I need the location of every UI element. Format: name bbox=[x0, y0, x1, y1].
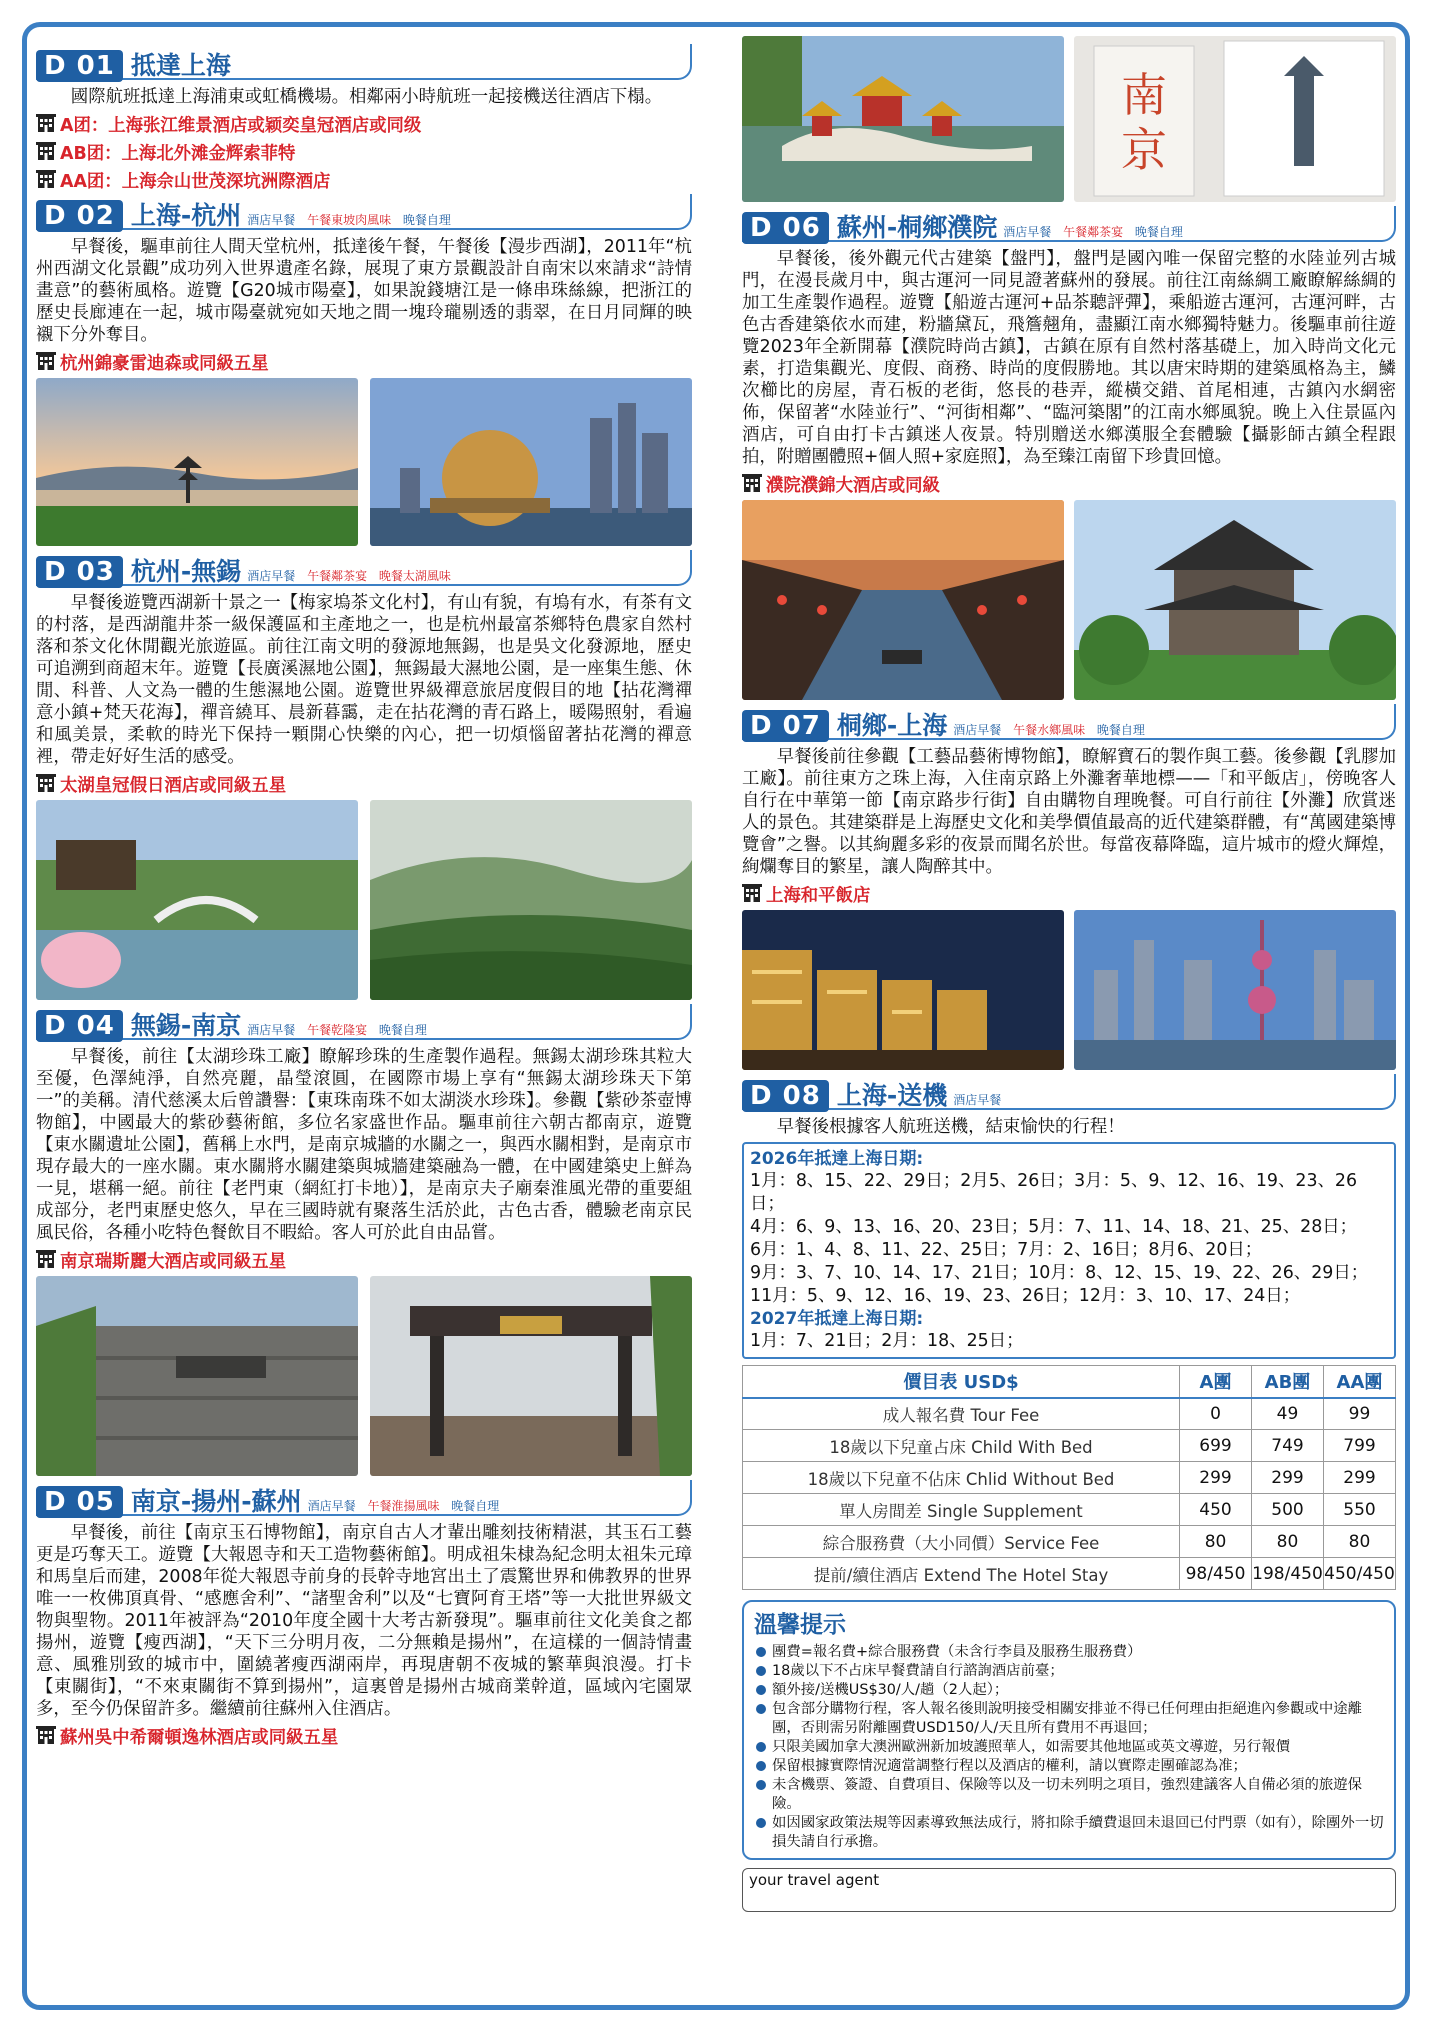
tip-text: 包含部分購物行程，客人報名後則說明接受相關安排並不得已任何理由拒絕進內參觀或中途離團，否則需另附離團費USD150/人/天且所有費用不再退回； bbox=[772, 1701, 1363, 1736]
price-ab: 500 bbox=[1251, 1494, 1323, 1526]
tip-item bbox=[754, 1776, 1384, 1814]
meal-breakfast: 酒店早餐 bbox=[1003, 225, 1052, 239]
tip-text: 團費=報名費+綜合服務費（未含行李員及服務生服務費） bbox=[772, 1644, 1142, 1660]
price-ab: 299 bbox=[1251, 1462, 1323, 1494]
hotel-icon bbox=[36, 141, 56, 161]
day-1 bbox=[36, 44, 692, 192]
photo-row bbox=[36, 378, 692, 546]
meal-dinner: 晚餐自理 bbox=[402, 213, 451, 227]
price-row bbox=[743, 1558, 1396, 1590]
day-meals bbox=[1003, 223, 1183, 240]
hotel-icon bbox=[36, 1249, 56, 1269]
day-title: 杭州-無錫 bbox=[130, 557, 242, 586]
bullet-icon bbox=[756, 1818, 766, 1828]
day-header bbox=[36, 1480, 692, 1516]
bund-night-photo bbox=[742, 910, 1064, 1070]
hotel-icon bbox=[36, 773, 56, 793]
meal-dinner: 晚餐自理 bbox=[1134, 225, 1183, 239]
price-a: 299 bbox=[1180, 1462, 1252, 1494]
hotel-icon bbox=[36, 113, 56, 133]
hotel-name: 上海和平飯店 bbox=[766, 885, 871, 906]
price-ab: 198/450 bbox=[1251, 1558, 1323, 1590]
price-label: 單人房間差 Single Supplement bbox=[743, 1494, 1180, 1526]
day-description: 早餐後，前往【太湖珍珠工廠】瞭解珍珠的生產製作過程。無錫太湖珍珠其粒大至優，色澤純淨，自然亮麗，晶瑩滾圓，在國際市場上享有“無錫太湖珍珠天下第一”的美稱。清代慈溪太后曾讚譽：【東珠南珠不如太湖淡水珍珠】。參觀【紫砂茶壺博物館】，中國最大的紫砂藝術館，多位名家盛世作品。驅車前往六朝古都南京，遊覽【東水關遺址公園】，舊稱上水門，是南京城牆的水關之一，與西水關相對，是南京市現存最大的一座水關。東水關將水關建築與城牆建築融為一體，在中國建築史上鮮為一見，堪稱一絕。前往【老門東（網紅打卡地）】，是南京夫子廟秦淮風光帶的重要組成部分，老門東歷史悠久，早在三國時就有聚落生活於此，古色古香，體驗老南京民風民俗，各種小吃特色餐飲目不暇給。客人可於此自由品嘗。 bbox=[36, 1047, 692, 1243]
day-description: 早餐後，前往【南京玉石博物館】，南京自古人才輩出雕刻技術精湛，其玉石工藝更是巧奪天工。遊覽【大報恩寺和天工造物藝術館】。明成祖朱棣為紀念明太祖朱元璋和馬皇后而建，2008年從大報恩寺前身的長幹寺地宮出土了震驚世界和佛教界的世界唯一一枚佛頂真骨、“感應舍利”、“諸聖舍利”以及“七寶阿育王塔”等一大批世界級文物與聖物。2011年被評為“2010年度全國十大考古新發現”。驅車前往文化美食之都揚州，遊覽【瘦西湖】，“天下三分明月夜，二分無賴是揚州”，在這樣的一個詩情畫意、風雅別致的城市中，圍繞著瘦西湖兩岸，再現唐朝不夜城的繁華與浪漫。打卡【東關街】，“不來東關街不算到揚州”，這裏曾是揚州古城商業幹道，區域內宅園眾多，至今仍保留許多。繼續前往蘇州入住酒店。 bbox=[36, 1523, 692, 1719]
departure-dates bbox=[742, 1142, 1396, 1359]
day-meals bbox=[247, 211, 451, 228]
meal-lunch: 午餐水鄉風味 bbox=[1013, 723, 1086, 737]
dates-line: 4月：6、9、13、16、20、23日；5月：7、11、14、18、21、25、28日； bbox=[750, 1217, 1358, 1237]
day-meals bbox=[247, 567, 451, 584]
tip-text: 18歲以下不占床早餐費請自行諮詢酒店前臺； bbox=[772, 1663, 1064, 1679]
hotel-name: 南京瑞斯麗大酒店或同級五星 bbox=[60, 1251, 287, 1272]
tip-item bbox=[754, 1738, 1384, 1757]
price-ab: 49 bbox=[1251, 1398, 1323, 1430]
price-aa: 450/450 bbox=[1323, 1558, 1395, 1590]
day-description: 國際航班抵達上海浦東或虹橋機場。相鄰兩小時航班一起接機送往酒店下榻。 bbox=[70, 87, 663, 107]
price-header-ab: AB團 bbox=[1251, 1366, 1323, 1398]
hotel-icon bbox=[36, 1725, 56, 1745]
dates-title-2026: 2026年抵達上海日期: bbox=[750, 1149, 924, 1169]
hotel-line bbox=[36, 348, 692, 374]
city-wall-photo bbox=[36, 1276, 358, 1476]
price-ab: 749 bbox=[1251, 1430, 1323, 1462]
tip-text: 如因國家政策法規等因素導致無法成行，將扣除手續費退回未退回已付門票（如有），除團外一切損失請自行承擔。 bbox=[772, 1815, 1384, 1850]
photo-row bbox=[742, 36, 1396, 202]
price-ab: 80 bbox=[1251, 1526, 1323, 1558]
price-a: 450 bbox=[1180, 1494, 1252, 1526]
day-2 bbox=[36, 194, 692, 546]
price-a: 98/450 bbox=[1180, 1558, 1252, 1590]
day-description: 早餐後前往參觀【工藝品藝術博物館】，瞭解寶石的製作與工藝。後參觀【乳膠加工廠】。前往東方之珠上海，入住南京路上外灘奢華地標——「和平飯店」，傍晚客人自行在中華第一節【南京路步行街】自由購物自理晚餐。可自行前往【外灘】欣賞迷人的景色。其建築群是上海歷史文化和美學價值最高的近代建築群體，有“萬國建築博覽會”之譽。以其絢麗多彩的夜景而聞名於世。每當夜幕降臨，這片城市的燈火輝煌，絢爛奪目的繁星，讓人陶醉其中。 bbox=[742, 747, 1396, 877]
day-description: 早餐後根據客人航班送機，結束愉快的行程！ bbox=[776, 1117, 1125, 1137]
day-badge: D 07 bbox=[742, 710, 829, 742]
day-header bbox=[36, 194, 692, 230]
price-label: 成人報名費 Tour Fee bbox=[743, 1398, 1180, 1430]
dates-line: 11月：5、9、12、16、19、23、26日；12月：3、10、17、24日； bbox=[750, 1286, 1301, 1306]
tip-text: 只限美國加拿大澳洲歐洲新加坡護照華人，如需要其他地區或英文導遊，另行報價 bbox=[772, 1739, 1291, 1755]
meal-lunch: 午餐淮揚風味 bbox=[367, 1499, 440, 1513]
hotel-name: 蘇州吳中希爾頓逸林酒店或同級五星 bbox=[60, 1727, 339, 1748]
price-row bbox=[743, 1526, 1396, 1558]
meal-breakfast: 酒店早餐 bbox=[307, 1499, 356, 1513]
five-pavilion-bridge-photo bbox=[742, 36, 1064, 202]
price-header-label: 價目表 USD$ bbox=[743, 1366, 1180, 1398]
dates-line: 1月：7、21日；2月：18、25日； bbox=[750, 1331, 1024, 1351]
price-aa: 80 bbox=[1323, 1526, 1395, 1558]
price-row bbox=[743, 1398, 1396, 1430]
bullet-icon bbox=[756, 1742, 766, 1752]
hotel-line bbox=[36, 1722, 692, 1748]
day-title: 無錫-南京 bbox=[130, 1011, 242, 1040]
left-column bbox=[36, 44, 692, 1750]
day-badge: D 05 bbox=[36, 1486, 123, 1518]
hotel-icon bbox=[742, 473, 762, 493]
day-badge: D 02 bbox=[36, 200, 123, 232]
day-meals bbox=[247, 1021, 427, 1038]
bullet-icon bbox=[756, 1761, 766, 1771]
day-3 bbox=[36, 550, 692, 1000]
day-badge: D 08 bbox=[742, 1080, 829, 1112]
day-badge: D 01 bbox=[36, 50, 123, 82]
day-description: 早餐後，後外觀元代古建築【盤門】，盤門是國內唯一保留完整的水陸並列古城門，在漫長歲月中，與古運河一同見證著蘇州的發展。前往江南絲綢工廠瞭解絲綢的加工生產製作過程。遊覽【船遊古運河+品茶聽評彈】，乘船遊古運河，古運河畔，古色古香建築依水而建，粉牆黛瓦，飛簷翹角，盡顯江南水鄉獨特魅力。後驅車前往遊覽2023年全新開幕【濮院時尚古鎮】，古鎮在原有自然村落基礎上，加入時尚文化元素，打造集觀光、度假、商務、時尚的度假勝地。其以唐宋時期的建築風格為主，鱗次櫛比的房屋，青石板的老街，悠長的巷弄，縱橫交錯、首尾相連，古鎮內水網密佈，保留著“水陸並行”、“河街相鄰”、“臨河築閣”的江南水鄉風貌。晚上入住景區內酒店，可自由打卡古鎮迷人夜景。特別贈送水鄉漢服全套體驗【攝影師古鎮全程跟拍，附贈團體照+個人照+家庭照】，為至臻江南留下珍貴回憶。 bbox=[742, 249, 1396, 467]
day-header bbox=[36, 44, 692, 80]
pudong-skyline-photo bbox=[1074, 910, 1396, 1070]
bullet-icon bbox=[756, 1685, 766, 1695]
price-row bbox=[743, 1430, 1396, 1462]
day-title: 抵達上海 bbox=[130, 51, 231, 80]
meal-breakfast: 酒店早餐 bbox=[953, 1093, 1002, 1107]
day-header bbox=[36, 550, 692, 586]
west-lake-pavilion-photo bbox=[36, 378, 358, 546]
day-meals bbox=[308, 1497, 500, 1514]
price-header-aa: AA團 bbox=[1323, 1366, 1395, 1398]
dates-line: 9月：3、7、10、14、17、21日；10月：8、12、15、19、22、26、29日； bbox=[750, 1263, 1369, 1283]
day-title: 南京-揚州-蘇州 bbox=[130, 1487, 302, 1516]
price-aa: 799 bbox=[1323, 1430, 1395, 1462]
day-header bbox=[742, 206, 1396, 242]
meal-breakfast: 酒店早餐 bbox=[247, 1023, 296, 1037]
day-meals bbox=[953, 721, 1145, 738]
meal-dinner: 晚餐自理 bbox=[451, 1499, 500, 1513]
price-header-a: A團 bbox=[1180, 1366, 1252, 1398]
tip-item bbox=[754, 1681, 1384, 1700]
day-description: 早餐後遊覽西湖新十景之一【梅家塢茶文化村】，有山有貌，有塢有水，有茶有文的村落，是西湖龍井茶一級保護區和主產地之一，也是杭州最富茶鄉特色農家自然村落和茶文化休閒觀光旅遊區。前往江南文明的發源地無錫，也是吳文化發源地，歷史可追溯到商超末年。遊覽【長廣溪濕地公園】，無錫最大濕地公園，是一座集生態、休閒、科普、人文為一體的生態濕地公園。遊覽世界級禪意旅居度假目的地【拈花灣禪意小鎮+梵天花海】，禪音繞耳、晨新暮靄，走在拈花灣的青石路上，暖陽照射，看遍和風美景，柔軟的時光下保持一顆開心快樂的內心，把一切煩惱留著拈花灣的禪意裡，帶走好好生活的感受。 bbox=[36, 593, 692, 767]
day-title: 上海-杭州 bbox=[130, 201, 242, 230]
hotel-line bbox=[36, 770, 692, 796]
tip-item bbox=[754, 1643, 1384, 1662]
hotel-icon bbox=[36, 351, 56, 371]
hotel-name: 濮院濮錦大酒店或同級 bbox=[766, 475, 940, 496]
tea-garden-photo bbox=[370, 800, 692, 1000]
day-header bbox=[36, 1004, 692, 1040]
water-town-canal-photo bbox=[742, 500, 1064, 700]
day-badge: D 06 bbox=[742, 212, 829, 244]
hotel-line bbox=[36, 138, 692, 164]
hotel-icon bbox=[742, 883, 762, 903]
hotel-line bbox=[742, 470, 1396, 496]
price-a: 699 bbox=[1180, 1430, 1252, 1462]
tip-item bbox=[754, 1700, 1384, 1738]
day-header bbox=[742, 1074, 1396, 1110]
dates-line: 6月：1、4、8、11、22、25日；7月：2、16日；8月6、20日； bbox=[750, 1240, 1263, 1260]
meal-breakfast: 酒店早餐 bbox=[247, 213, 296, 227]
photo-row bbox=[742, 910, 1396, 1070]
nanjing-sign-photo bbox=[1074, 36, 1396, 202]
tips-title: 溫馨提示 bbox=[754, 1612, 846, 1638]
price-table bbox=[742, 1365, 1396, 1590]
hotel-name: AA团：上海佘山世茂深坑洲際酒店 bbox=[60, 171, 331, 192]
price-a: 0 bbox=[1180, 1398, 1252, 1430]
meal-lunch: 午餐東坡肉風味 bbox=[307, 213, 392, 227]
svg-text:南: 南 bbox=[1121, 68, 1167, 122]
city-balcony-photo bbox=[370, 378, 692, 546]
bullet-icon bbox=[756, 1666, 766, 1676]
price-label: 18歲以下兒童不佔床 Chlid Without Bed bbox=[743, 1462, 1180, 1494]
hotel-icon bbox=[36, 169, 56, 189]
meal-lunch: 午餐鄰茶宴 bbox=[1063, 225, 1124, 239]
price-row bbox=[743, 1494, 1396, 1526]
bullet-icon bbox=[756, 1647, 766, 1657]
meal-dinner: 晚餐太湖風味 bbox=[378, 569, 451, 583]
price-a: 80 bbox=[1180, 1526, 1252, 1558]
meal-lunch: 午餐乾隆宴 bbox=[307, 1023, 368, 1037]
tip-item bbox=[754, 1814, 1384, 1852]
price-label: 提前/續住酒店 Extend The Hotel Stay bbox=[743, 1558, 1180, 1590]
price-header-row bbox=[743, 1366, 1396, 1398]
bullet-icon bbox=[756, 1780, 766, 1790]
hotel-name: 杭州錦豪雷迪森或同級五星 bbox=[60, 353, 269, 374]
tips-box bbox=[742, 1600, 1396, 1860]
hotel-line bbox=[36, 1246, 692, 1272]
day-badge: D 03 bbox=[36, 556, 123, 588]
price-label: 18歲以下兒童占床 Child With Bed bbox=[743, 1430, 1180, 1462]
lingshan-lotus-photo bbox=[36, 800, 358, 1000]
day-4 bbox=[36, 1004, 692, 1476]
hotel-name: A团：上海张江维景酒店或颖奕皇冠酒店或同级 bbox=[60, 115, 422, 136]
day-meals bbox=[953, 1091, 1001, 1108]
hotel-name: AB团：上海北外滩金辉索菲特 bbox=[60, 143, 296, 164]
hotel-name: 太湖皇冠假日酒店或同級五星 bbox=[60, 775, 287, 796]
price-aa: 99 bbox=[1323, 1398, 1395, 1430]
price-label: 綜合服務費（大小同價）Service Fee bbox=[743, 1526, 1180, 1558]
hotel-line bbox=[742, 880, 1396, 906]
meal-breakfast: 酒店早餐 bbox=[247, 569, 296, 583]
day-5 bbox=[36, 1480, 692, 1748]
hotel-line bbox=[36, 110, 692, 136]
photo-row bbox=[36, 800, 692, 1000]
right-column bbox=[742, 36, 1396, 1912]
dates-line: 1月：8、15、22、29日；2月5、26日；3月：5、9、12、16、19、23、26日； bbox=[750, 1171, 1358, 1214]
day-8 bbox=[742, 1074, 1396, 1138]
travel-agent-label: your travel agent bbox=[749, 1871, 880, 1889]
meal-dinner: 晚餐自理 bbox=[1096, 723, 1145, 737]
price-aa: 299 bbox=[1323, 1462, 1395, 1494]
day-description: 早餐後，驅車前往人間天堂杭州，抵達後午餐，午餐後【漫步西湖】，2011年“杭州西湖文化景觀”成功列入世界遺產名錄，展現了東方景觀設計自南宋以來請求“詩情畫意”的藝術風格。遊覽【G20城市陽臺】，如果說錢塘江是一條串珠絲線，把浙江的歷史長廊連在一起，城市陽臺就宛如天地之間一塊玲瓏剔透的翡翠，在日月同輝的映襯下分外奪目。 bbox=[36, 237, 692, 345]
day-6 bbox=[742, 206, 1396, 700]
meal-breakfast: 酒店早餐 bbox=[953, 723, 1002, 737]
svg-text:京: 京 bbox=[1121, 123, 1167, 177]
day-title: 蘇州-桐鄉濮院 bbox=[836, 213, 998, 242]
day-header bbox=[742, 704, 1396, 740]
photo-row bbox=[36, 1276, 692, 1476]
meal-dinner: 晚餐自理 bbox=[378, 1023, 427, 1037]
tip-text: 保留根據實際情況適當調整行程以及酒店的權利，請以實際走團確認為准； bbox=[772, 1758, 1247, 1774]
price-aa: 550 bbox=[1323, 1494, 1395, 1526]
day-title: 上海-送機 bbox=[836, 1081, 948, 1110]
tip-text: 額外接/送機US$30/人/趟（2人起）； bbox=[772, 1682, 1009, 1698]
day-title: 桐鄉-上海 bbox=[836, 711, 948, 740]
price-row bbox=[743, 1462, 1396, 1494]
day-7 bbox=[742, 704, 1396, 1070]
day-badge: D 04 bbox=[36, 1010, 123, 1042]
hotel-line bbox=[36, 166, 692, 192]
bullet-icon bbox=[756, 1704, 766, 1714]
meal-lunch: 午餐鄰茶宴 bbox=[307, 569, 368, 583]
tip-item bbox=[754, 1757, 1384, 1776]
tip-item bbox=[754, 1662, 1384, 1681]
travel-agent-box bbox=[742, 1868, 1396, 1912]
laomendong-gate-photo bbox=[370, 1276, 692, 1476]
puyuan-pavilion-photo bbox=[1074, 500, 1396, 700]
photo-row bbox=[742, 500, 1396, 700]
dates-title-2027: 2027年抵達上海日期: bbox=[750, 1309, 924, 1329]
tip-text: 未含機票、簽證、自費項目、保險等以及一切未列明之項目，強烈建議客人自備必須的旅遊保險。 bbox=[772, 1777, 1363, 1812]
